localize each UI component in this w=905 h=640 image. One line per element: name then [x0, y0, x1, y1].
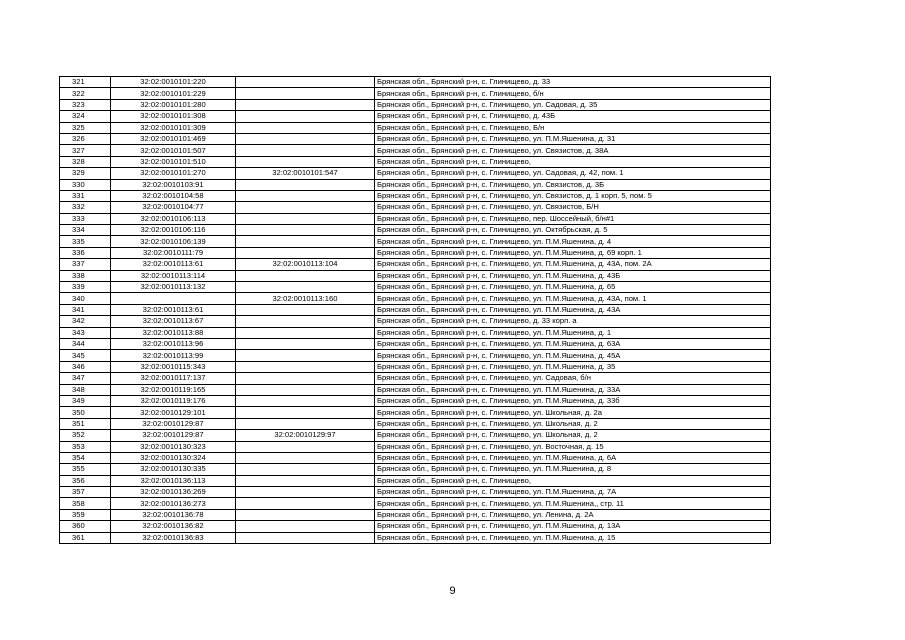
cadastral-number-cell: 32:02:0010136:78: [111, 509, 236, 520]
linked-cadastral-number-cell: [236, 179, 375, 190]
row-number-cell: 324: [60, 111, 111, 122]
linked-cadastral-number-cell: [236, 327, 375, 338]
linked-cadastral-number-cell: [236, 145, 375, 156]
cadastral-number-cell: 32:02:0010130:323: [111, 441, 236, 452]
cadastral-number-cell: 32:02:0010106:139: [111, 236, 236, 247]
address-cell: Брянская обл., Брянский р-н, с. Глинищево, ул. П.М.Яшенина, д. 15: [375, 532, 771, 543]
linked-cadastral-number-cell: [236, 509, 375, 520]
linked-cadastral-number-cell: [236, 304, 375, 315]
table-row: [60, 407, 771, 418]
row-number-cell: 334: [60, 225, 111, 236]
linked-cadastral-number-cell: [236, 122, 375, 133]
linked-cadastral-number-cell: [236, 532, 375, 543]
address-cell: Брянская обл., Брянский р-н, с. Глинищево, ул. П.М.Яшенина, д. 43Б: [375, 270, 771, 281]
row-number-cell: 331: [60, 190, 111, 201]
table-row: [60, 350, 771, 361]
row-number-cell: 322: [60, 88, 111, 99]
linked-cadastral-number-cell: [236, 88, 375, 99]
row-number-cell: 346: [60, 361, 111, 372]
table-row: [60, 99, 771, 110]
cadastral-number-cell: 32:02:0010130:324: [111, 452, 236, 463]
cadastral-number-cell: 32:02:0010101:469: [111, 133, 236, 144]
address-cell: Брянская обл., Брянский р-н, с. Глинищево, ул. П.М.Яшенина, д. 35: [375, 361, 771, 372]
linked-cadastral-number-cell: [236, 350, 375, 361]
table-row: [60, 361, 771, 372]
table-row: [60, 475, 771, 486]
table-row: [60, 190, 771, 201]
address-cell: Брянская обл., Брянский р-н, с. Глинищево, д. 33: [375, 77, 771, 88]
cadastral-number-cell: 32:02:0010104:58: [111, 190, 236, 201]
address-cell: Брянская обл., Брянский р-н, с. Глинищево, ул. П.М.Яшенина, д. 45А: [375, 350, 771, 361]
row-number-cell: 356: [60, 475, 111, 486]
linked-cadastral-number-cell: [236, 282, 375, 293]
table-row: [60, 441, 771, 452]
table-row: [60, 259, 771, 270]
linked-cadastral-number-cell: 32:02:0010113:160: [236, 293, 375, 304]
row-number-cell: 351: [60, 418, 111, 429]
row-number-cell: 354: [60, 452, 111, 463]
linked-cadastral-number-cell: [236, 395, 375, 406]
table-row: [60, 145, 771, 156]
row-number-cell: 330: [60, 179, 111, 190]
table-row: [60, 509, 771, 520]
linked-cadastral-number-cell: [236, 202, 375, 213]
cadastral-number-cell: 32:02:0010101:309: [111, 122, 236, 133]
table-row: [60, 373, 771, 384]
linked-cadastral-number-cell: [236, 77, 375, 88]
table-row: [60, 111, 771, 122]
address-cell: Брянская обл., Брянский р-н, с. Глинищево, ул. П.М.Яшенина, д. 1: [375, 327, 771, 338]
address-cell: Брянская обл., Брянский р-н, с. Глинищево, ул. Октябрьская, д. 5: [375, 225, 771, 236]
row-number-cell: 332: [60, 202, 111, 213]
address-cell: Брянская обл., Брянский р-н, с. Глинищево, ул. Ленина, д. 2А: [375, 509, 771, 520]
linked-cadastral-number-cell: [236, 236, 375, 247]
linked-cadastral-number-cell: [236, 190, 375, 201]
row-number-cell: 337: [60, 259, 111, 270]
row-number-cell: 350: [60, 407, 111, 418]
table-row: [60, 418, 771, 429]
address-cell: Брянская обл., Брянский р-н, с. Глинищево, ул. Связистов, д. 3Б: [375, 179, 771, 190]
cadastral-number-cell: 32:02:0010129:101: [111, 407, 236, 418]
row-number-cell: 345: [60, 350, 111, 361]
cadastral-number-cell: 32:02:0010129:87: [111, 418, 236, 429]
address-cell: Брянская обл., Брянский р-н, с. Глинищево, ул. П.М.Яшенина, д. 69 корп. 1: [375, 247, 771, 258]
linked-cadastral-number-cell: [236, 475, 375, 486]
table-row: [60, 430, 771, 441]
table-row: [60, 327, 771, 338]
address-cell: Брянская обл., Брянский р-н, с. Глинищево, Б/н: [375, 122, 771, 133]
cadastral-number-cell: 32:02:0010119:165: [111, 384, 236, 395]
address-cell: Брянская обл., Брянский р-н, с. Глинищево, ул. Школьная, д. 2а: [375, 407, 771, 418]
row-number-cell: 343: [60, 327, 111, 338]
cadastral-number-cell: 32:02:0010101:510: [111, 156, 236, 167]
address-cell: Брянская обл., Брянский р-н, с. Глинищево, б/н: [375, 88, 771, 99]
linked-cadastral-number-cell: [236, 441, 375, 452]
address-cell: Брянская обл., Брянский р-н, с. Глинищево, ул. Школьная, д. 2: [375, 418, 771, 429]
cadastral-number-cell: 32:02:0010101:308: [111, 111, 236, 122]
cadastral-number-cell: 32:02:0010113:88: [111, 327, 236, 338]
row-number-cell: 325: [60, 122, 111, 133]
linked-cadastral-number-cell: [236, 213, 375, 224]
page-number: 9: [449, 585, 456, 597]
row-number-cell: 344: [60, 338, 111, 349]
property-table: [59, 76, 771, 544]
cadastral-number-cell: 32:02:0010104:77: [111, 202, 236, 213]
address-cell: Брянская обл., Брянский р-н, с. Глинищево, ул. П.М.Яшенина, д. 7А: [375, 487, 771, 498]
table-row: [60, 88, 771, 99]
row-number-cell: 326: [60, 133, 111, 144]
table-row: [60, 225, 771, 236]
table-row: [60, 168, 771, 179]
cadastral-number-cell: 32:02:0010113:114: [111, 270, 236, 281]
linked-cadastral-number-cell: [236, 418, 375, 429]
row-number-cell: 347: [60, 373, 111, 384]
cadastral-number-cell: 32:02:0010136:82: [111, 521, 236, 532]
cadastral-number-cell: 32:02:0010101:229: [111, 88, 236, 99]
cadastral-number-cell: 32:02:0010101:507: [111, 145, 236, 156]
linked-cadastral-number-cell: [236, 225, 375, 236]
row-number-cell: 361: [60, 532, 111, 543]
cadastral-number-cell: 32:02:0010130:335: [111, 464, 236, 475]
address-cell: Брянская обл., Брянский р-н, с. Глинищево, ул. П.М.Яшенина, д. 8: [375, 464, 771, 475]
address-cell: Брянская обл., Брянский р-н, с. Глинищево, д. 33 корп. а: [375, 316, 771, 327]
row-number-cell: 321: [60, 77, 111, 88]
row-number-cell: 329: [60, 168, 111, 179]
linked-cadastral-number-cell: 32:02:0010129:97: [236, 430, 375, 441]
table-row: [60, 270, 771, 281]
linked-cadastral-number-cell: [236, 270, 375, 281]
table-row: [60, 521, 771, 532]
table-row: [60, 213, 771, 224]
table-row: [60, 487, 771, 498]
table-row: [60, 338, 771, 349]
cadastral-number-cell: 32:02:0010101:270: [111, 168, 236, 179]
linked-cadastral-number-cell: [236, 521, 375, 532]
table-row: [60, 77, 771, 88]
row-number-cell: 340: [60, 293, 111, 304]
address-cell: Брянская обл., Брянский р-н, с. Глинищево, пер. Шоссейный, б/н#1: [375, 213, 771, 224]
row-number-cell: 323: [60, 99, 111, 110]
row-number-cell: 335: [60, 236, 111, 247]
address-cell: Брянская обл., Брянский р-н, с. Глинищево,: [375, 475, 771, 486]
cadastral-number-cell: 32:02:0010106:113: [111, 213, 236, 224]
row-number-cell: 348: [60, 384, 111, 395]
row-number-cell: 338: [60, 270, 111, 281]
row-number-cell: 353: [60, 441, 111, 452]
table-row: [60, 156, 771, 167]
address-cell: Брянская обл., Брянский р-н, с. Глинищево, ул. П.М.Яшенина, д. 4: [375, 236, 771, 247]
address-cell: Брянская обл., Брянский р-н, с. Глинищево, ул. П.М.Яшенина, д. 33А: [375, 384, 771, 395]
linked-cadastral-number-cell: [236, 487, 375, 498]
linked-cadastral-number-cell: [236, 111, 375, 122]
cadastral-number-cell: 32:02:0010101:220: [111, 77, 236, 88]
row-number-cell: 352: [60, 430, 111, 441]
row-number-cell: 359: [60, 509, 111, 520]
address-cell: Брянская обл., Брянский р-н, с. Глинищево, ул. П.М.Яшенина, д. 43А, пом. 1: [375, 293, 771, 304]
linked-cadastral-number-cell: [236, 464, 375, 475]
table-row: [60, 236, 771, 247]
linked-cadastral-number-cell: [236, 247, 375, 258]
cadastral-number-cell: 32:02:0010115:343: [111, 361, 236, 372]
address-cell: Брянская обл., Брянский р-н, с. Глинищево, ул. П.М.Яшенина, д. 33б: [375, 395, 771, 406]
table-row: [60, 498, 771, 509]
address-cell: Брянская обл., Брянский р-н, с. Глинищево, ул. Садовая, б/н: [375, 373, 771, 384]
address-cell: Брянская обл., Брянский р-н, с. Глинищево,: [375, 156, 771, 167]
linked-cadastral-number-cell: [236, 99, 375, 110]
address-cell: Брянская обл., Брянский р-н, с. Глинищево, ул. Школьная, д. 2: [375, 430, 771, 441]
table-row: [60, 464, 771, 475]
table-row: [60, 532, 771, 543]
row-number-cell: 327: [60, 145, 111, 156]
address-cell: Брянская обл., Брянский р-н, с. Глинищево, ул. Связистов, Б/Н: [375, 202, 771, 213]
cadastral-number-cell: 32:02:0010129:87: [111, 430, 236, 441]
table-row: [60, 452, 771, 463]
row-number-cell: 358: [60, 498, 111, 509]
cadastral-number-cell: 32:02:0010117:137: [111, 373, 236, 384]
address-cell: Брянская обл., Брянский р-н, с. Глинищево, ул. Восточная, д. 15: [375, 441, 771, 452]
address-cell: Брянская обл., Брянский р-н, с. Глинищево, ул. Садовая, д. 42, пом. 1: [375, 168, 771, 179]
table-row: [60, 316, 771, 327]
row-number-cell: 360: [60, 521, 111, 532]
row-number-cell: 341: [60, 304, 111, 315]
cadastral-number-cell: [111, 293, 236, 304]
cadastral-number-cell: 32:02:0010113:99: [111, 350, 236, 361]
linked-cadastral-number-cell: 32:02:0010101:547: [236, 168, 375, 179]
linked-cadastral-number-cell: [236, 452, 375, 463]
address-cell: Брянская обл., Брянский р-н, с. Глинищево, ул. П.М.Яшенина, д. 43А, пом. 2А: [375, 259, 771, 270]
cadastral-number-cell: 32:02:0010113:61: [111, 259, 236, 270]
linked-cadastral-number-cell: [236, 338, 375, 349]
row-number-cell: 342: [60, 316, 111, 327]
row-number-cell: 355: [60, 464, 111, 475]
address-cell: Брянская обл., Брянский р-н, с. Глинищево, ул. П.М.Яшенина, д. 65: [375, 282, 771, 293]
linked-cadastral-number-cell: [236, 384, 375, 395]
table-row: [60, 282, 771, 293]
cadastral-number-cell: 32:02:0010111:79: [111, 247, 236, 258]
address-cell: Брянская обл., Брянский р-н, с. Глинищево, ул. Связистов, д. 38А: [375, 145, 771, 156]
cadastral-number-cell: 32:02:0010113:132: [111, 282, 236, 293]
linked-cadastral-number-cell: [236, 133, 375, 144]
cadastral-number-cell: 32:02:0010113:67: [111, 316, 236, 327]
address-cell: Брянская обл., Брянский р-н, с. Глинищево, ул. Садовая, д. 35: [375, 99, 771, 110]
row-number-cell: 349: [60, 395, 111, 406]
linked-cadastral-number-cell: [236, 498, 375, 509]
address-cell: Брянская обл., Брянский р-н, с. Глинищево, ул. П.М.Яшенина, д. 31: [375, 133, 771, 144]
cadastral-number-cell: 32:02:0010101:280: [111, 99, 236, 110]
table-row: [60, 384, 771, 395]
address-cell: Брянская обл., Брянский р-н, с. Глинищево, ул. Связистов, д. 1 корп. 5, пом. 5: [375, 190, 771, 201]
table-row: [60, 304, 771, 315]
linked-cadastral-number-cell: [236, 373, 375, 384]
table-row: [60, 202, 771, 213]
address-cell: Брянская обл., Брянский р-н, с. Глинищево, ул. П.М.Яшенина, д. 6А: [375, 452, 771, 463]
row-number-cell: 333: [60, 213, 111, 224]
table-row: [60, 179, 771, 190]
row-number-cell: 328: [60, 156, 111, 167]
cadastral-number-cell: 32:02:0010113:61: [111, 304, 236, 315]
address-cell: Брянская обл., Брянский р-н, с. Глинищево, ул. П.М.Яшенина, д. 13А: [375, 521, 771, 532]
cadastral-number-cell: 32:02:0010136:113: [111, 475, 236, 486]
table-row: [60, 395, 771, 406]
table-body: [60, 77, 771, 544]
cadastral-number-cell: 32:02:0010103:91: [111, 179, 236, 190]
linked-cadastral-number-cell: 32:02:0010113:104: [236, 259, 375, 270]
table-row: [60, 122, 771, 133]
address-cell: Брянская обл., Брянский р-н, с. Глинищево, д. 43Б: [375, 111, 771, 122]
address-cell: Брянская обл., Брянский р-н, с. Глинищево, ул. П.М.Яшенина, д. 63А: [375, 338, 771, 349]
cadastral-number-cell: 32:02:0010136:273: [111, 498, 236, 509]
address-cell: Брянская обл., Брянский р-н, с. Глинищево, ул. П.М.Яшенина,, стр. 11: [375, 498, 771, 509]
cadastral-number-cell: 32:02:0010106:116: [111, 225, 236, 236]
cadastral-number-cell: 32:02:0010136:269: [111, 487, 236, 498]
table-row: [60, 133, 771, 144]
row-number-cell: 339: [60, 282, 111, 293]
address-cell: Брянская обл., Брянский р-н, с. Глинищево, ул. П.М.Яшенина, д. 43А: [375, 304, 771, 315]
row-number-cell: 357: [60, 487, 111, 498]
cadastral-number-cell: 32:02:0010119:176: [111, 395, 236, 406]
cadastral-number-cell: 32:02:0010113:96: [111, 338, 236, 349]
linked-cadastral-number-cell: [236, 407, 375, 418]
table-row: [60, 247, 771, 258]
linked-cadastral-number-cell: [236, 361, 375, 372]
linked-cadastral-number-cell: [236, 316, 375, 327]
table-row: [60, 293, 771, 304]
linked-cadastral-number-cell: [236, 156, 375, 167]
row-number-cell: 336: [60, 247, 111, 258]
cadastral-number-cell: 32:02:0010136:83: [111, 532, 236, 543]
